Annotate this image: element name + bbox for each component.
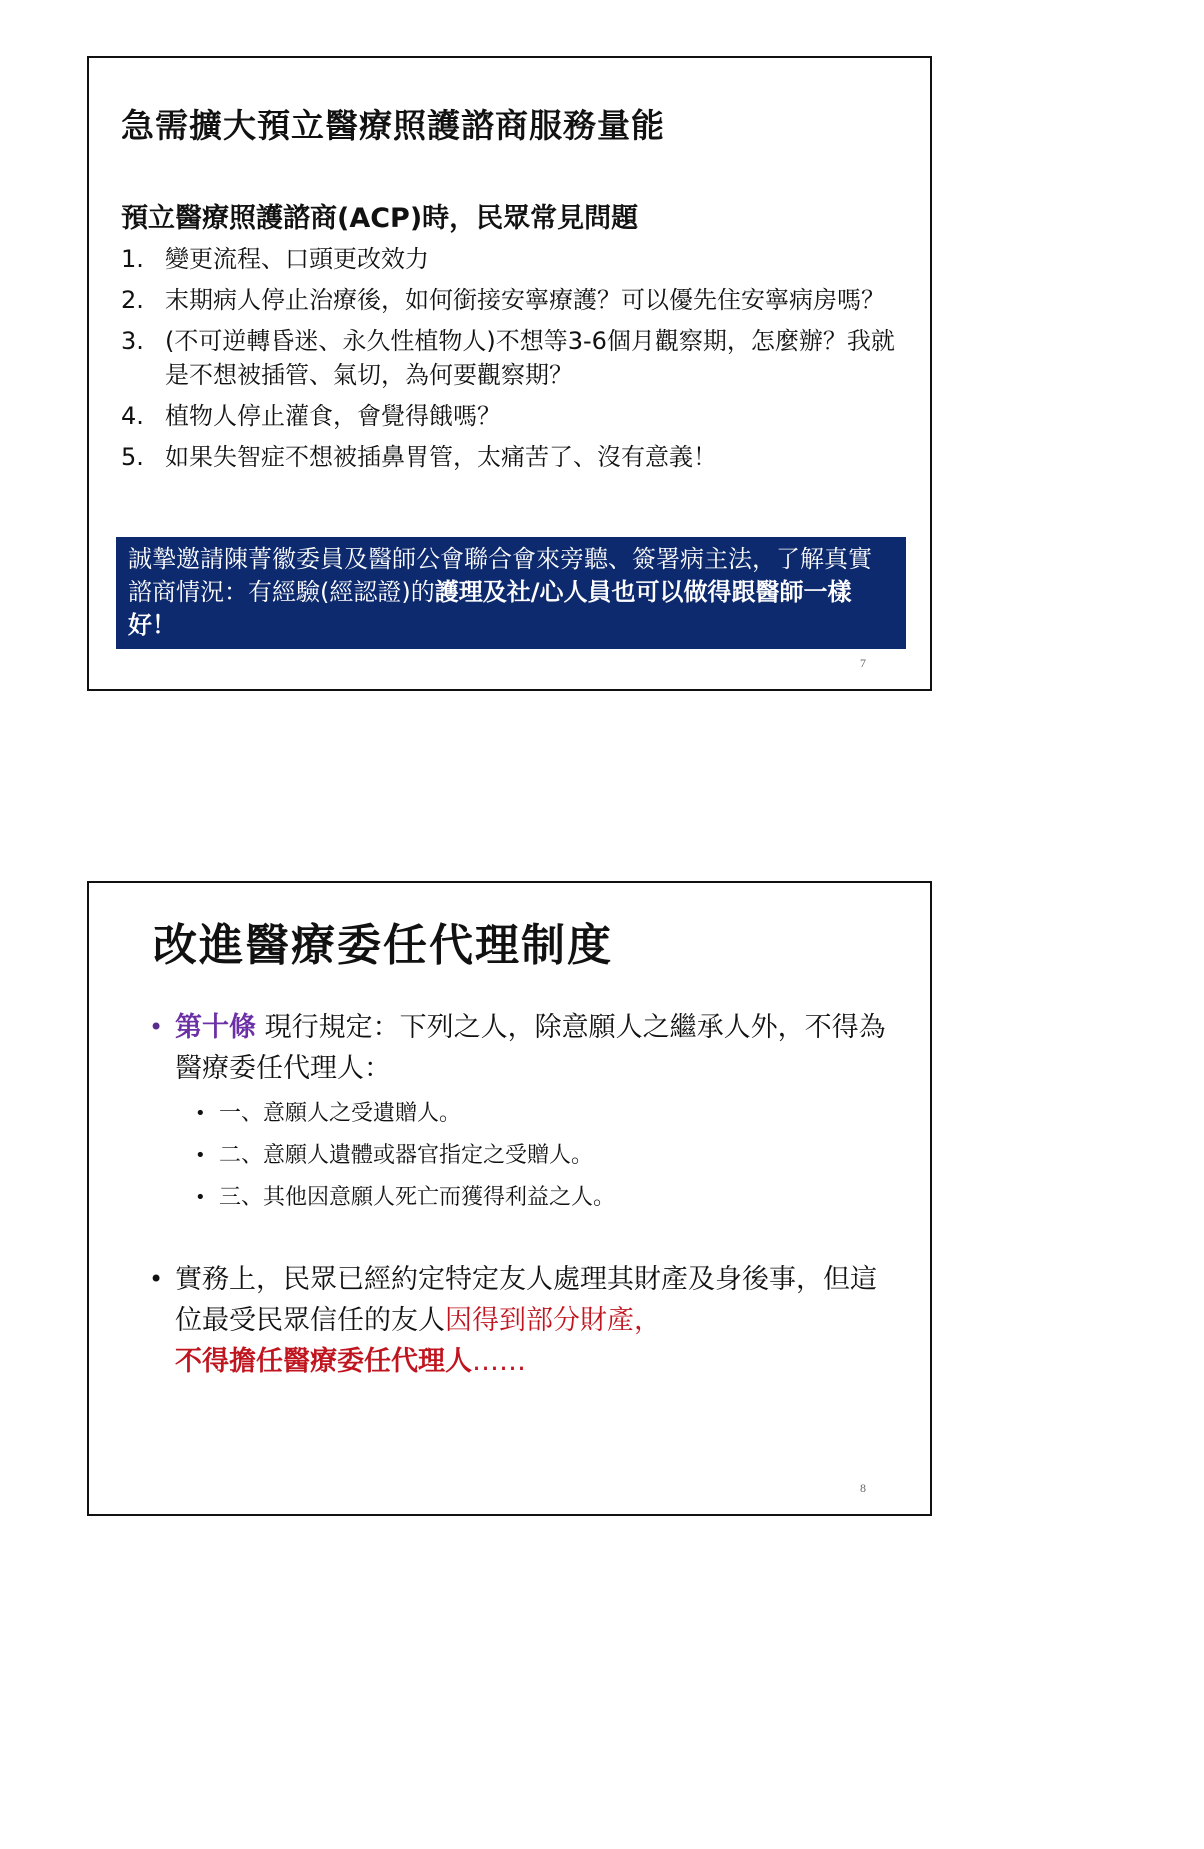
bullet-point [149,1007,889,1089]
bullet-icon: • [149,1265,164,1293]
invitation-banner [116,537,906,649]
article-highlight: 第十條 [175,1012,256,1043]
slide-subtitle: 預立醫療照護諮商(ACP)時，民眾常見問題 [121,203,639,234]
highlight-red: 因得到部分財產， [445,1305,661,1336]
banner-bold-text: 護理及社/心人員也可以做得跟醫師一樣好！ [128,578,852,639]
bullet-icon: • [149,1013,164,1041]
item-text: (不可逆轉昏迷、永久性植物人)不想等3-6個月觀察期，怎麼辦？我就是不想被插管、氣切，為何要觀察期？ [165,327,895,389]
practice-text: 實務上，民眾已經約定特定友人處理其財產及身後事，但這位最受民眾信任的友人 [175,1264,877,1336]
item-text: 植物人停止灌食，會覺得餓嗎？ [165,402,501,430]
sub-item [195,1099,889,1129]
item-text: 如果失智症不想被插鼻胃管，太痛苦了、沒有意義！ [165,443,717,471]
list-item [121,242,911,276]
slide-title: 改進醫療委任代理制度 [153,920,613,971]
slide-8 [87,881,932,1516]
bullet-icon: • [195,1145,206,1166]
page-number: 7 [860,656,866,670]
item-number: 2. [121,286,144,314]
item-number: 1. [121,245,144,273]
sub-list [149,1099,889,1213]
item-text: 變更流程、口頭更改效力 [165,245,429,273]
slide-7 [87,56,932,691]
bullet-icon: • [195,1103,206,1124]
item-text: 末期病人停止治療後，如何銜接安寧療護？可以優先住安寧病房嗎？ [165,286,885,314]
banner-text: 誠摯邀請陳菁徽委員及醫師公會聯合會來旁聽、簽署病主法，了解真實諮商情況：有經驗(經認證)的 [128,545,872,606]
item-number: 3. [121,327,144,355]
sub-item-text: 二、意願人遺體或器官指定之受贈人。 [219,1143,594,1168]
item-number: 4. [121,402,144,430]
list-item [121,324,911,392]
bullet-text [175,1007,889,1089]
faq-list [121,242,911,481]
sub-item-text: 三、其他因意願人死亡而獲得利益之人。 [219,1185,616,1210]
item-number: 5. [121,443,144,471]
page-number: 8 [860,1481,866,1495]
highlight-red-bold: 不得擔任醫療委任代理人 [175,1346,472,1377]
slide-body [149,1007,889,1382]
sub-item [195,1183,889,1213]
sub-item-text: 一、意願人之受遺贈人。 [219,1101,462,1126]
slide-title: 急需擴大預立醫療照護諮商服務量能 [121,106,665,145]
bullet-icon: • [195,1187,206,1208]
sub-item [195,1141,889,1171]
ellipsis: …… [472,1346,526,1377]
bullet-point [149,1259,889,1382]
list-item [121,440,911,474]
list-item [121,283,911,317]
bullet-text [175,1259,889,1382]
article-text: 現行規定：下列之人，除意願人之繼承人外，不得為醫療委任代理人： [175,1012,886,1084]
list-item [121,399,911,433]
